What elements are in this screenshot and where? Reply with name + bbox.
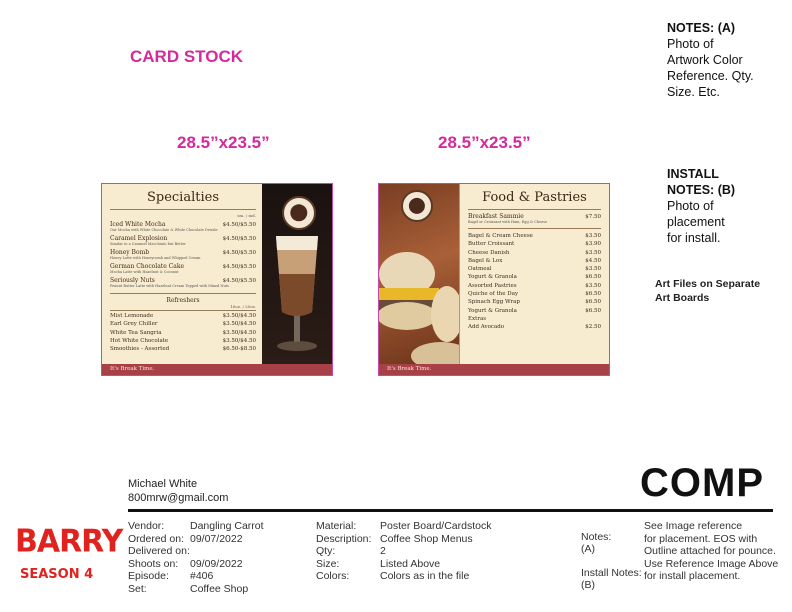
item-price: $6.50 bbox=[585, 307, 601, 314]
divider bbox=[468, 228, 601, 229]
item-name: Honey Bomb bbox=[110, 249, 150, 256]
info-value: Listed Above bbox=[380, 557, 441, 570]
item-name: German Chocolate Cake bbox=[110, 263, 185, 270]
notes-b-title: INSTALL bbox=[667, 167, 719, 181]
info-value: Coffee Shop bbox=[190, 582, 249, 595]
item-price: $3.50/$4.50 bbox=[222, 321, 256, 328]
item-price: $4.50/$5.50 bbox=[222, 264, 256, 270]
item-name: White Tea Sangria bbox=[110, 329, 162, 336]
item-price: $2.50 bbox=[585, 324, 601, 331]
item-desc: Honey Latte with Honeycomb and Whipped Cream bbox=[110, 256, 201, 260]
menu-item bbox=[110, 312, 256, 320]
coffee-logo-badge bbox=[401, 190, 433, 222]
menu-item bbox=[468, 232, 601, 240]
info-key: Size: bbox=[316, 557, 340, 570]
notes-text-line: See Image reference bbox=[644, 520, 743, 532]
info-key: Vendor: bbox=[128, 520, 165, 532]
item-desc: Peanut Butter Latte with Hazelnut Cream Topped with Mixed Nuts bbox=[110, 284, 229, 288]
info-row bbox=[316, 558, 491, 571]
item-price: $6.50-$8.50 bbox=[222, 346, 256, 353]
coffee-logo-badge bbox=[282, 196, 316, 230]
notes-b bbox=[667, 166, 787, 246]
info-row bbox=[316, 520, 491, 533]
notes-b-title: NOTES: (B) bbox=[667, 183, 736, 197]
item-name: Butter Croissant bbox=[468, 241, 515, 248]
art-files-line: Art Files on Separate bbox=[655, 278, 761, 290]
item-name: Bagel & Lox bbox=[468, 257, 503, 264]
info-value: #406 bbox=[190, 570, 214, 582]
item-price: $3.50 bbox=[585, 249, 601, 256]
section-label: Extras bbox=[468, 315, 487, 322]
info-key: Ordered on: bbox=[128, 532, 185, 545]
board-footer: It's Break Time. bbox=[379, 364, 609, 375]
info-row bbox=[316, 533, 491, 546]
notes-a bbox=[667, 20, 787, 100]
info-row bbox=[316, 570, 491, 583]
item-name: Breakfast Sammie bbox=[468, 213, 524, 220]
refreshers-title: Refreshers bbox=[110, 293, 256, 304]
item-desc: Mocha Latte with Hazelnut & Coconut bbox=[110, 270, 179, 274]
info-key: Colors: bbox=[316, 570, 350, 582]
menu-item bbox=[468, 273, 601, 281]
item-price: $3.50 bbox=[585, 266, 601, 273]
info-row bbox=[128, 520, 264, 533]
item-price: $3.90 bbox=[585, 241, 601, 248]
info-value: 09/09/2022 bbox=[190, 557, 243, 570]
comp-heading: COMP bbox=[640, 461, 764, 505]
item-name: Smoothies - Assorted bbox=[110, 346, 170, 353]
contact-email: 800mrw@gmail.com bbox=[128, 492, 229, 504]
info-key: Shoots on: bbox=[128, 557, 179, 570]
item-price: $3.50/$4.50 bbox=[222, 337, 256, 344]
item-price: $4.50/$5.50 bbox=[222, 278, 256, 284]
info-value: 2 bbox=[380, 545, 386, 557]
info-row bbox=[128, 570, 264, 583]
menu-title: Food & Pastries bbox=[468, 190, 601, 210]
info-row bbox=[128, 533, 264, 546]
menu-item bbox=[110, 320, 256, 328]
size-label-left: 28.5”x23.5” bbox=[177, 133, 270, 152]
menu-board-pastries bbox=[378, 183, 610, 376]
menu-item bbox=[468, 213, 601, 220]
item-price: $3.50/$4.50 bbox=[222, 313, 256, 319]
item-price: $3.50/$4.50 bbox=[222, 329, 256, 336]
extras-title bbox=[468, 315, 601, 323]
divider-rule bbox=[128, 509, 773, 512]
notes-text-line: Use Reference Image Above bbox=[644, 557, 779, 570]
info-key: Material: bbox=[316, 520, 357, 532]
art-files-line: Art Boards bbox=[655, 292, 710, 304]
material-info bbox=[316, 520, 491, 583]
menu-item bbox=[110, 263, 256, 270]
item-price: $4.50/$5.50 bbox=[222, 250, 256, 256]
menu-item bbox=[468, 265, 601, 273]
coffee-photo bbox=[262, 184, 332, 364]
size-label-right: 28.5”x23.5” bbox=[438, 133, 531, 152]
menu-item bbox=[110, 345, 256, 353]
notes-text-line: for install placement. bbox=[644, 570, 741, 582]
menu-item bbox=[468, 298, 601, 306]
info-key: Delivered on: bbox=[128, 545, 190, 557]
item-name: Yogurt & Granola bbox=[468, 274, 517, 281]
refreshers-column-header: 16oz. / 20oz. bbox=[110, 304, 256, 311]
menu-item bbox=[468, 307, 601, 315]
season-label: SEASON 4 bbox=[20, 567, 94, 582]
notes-text bbox=[644, 520, 789, 583]
item-name: Bagel & Cream Cheese bbox=[468, 233, 533, 239]
item-price: $6.50 bbox=[585, 274, 601, 281]
show-logo: BARRY bbox=[15, 523, 123, 560]
info-row bbox=[316, 545, 491, 558]
info-key: Set: bbox=[128, 582, 147, 595]
info-key: Description: bbox=[316, 532, 372, 545]
notes-b-line: placement bbox=[667, 215, 725, 229]
size-column-header: sm. / md. bbox=[237, 213, 256, 218]
item-name: Mist Lemonade bbox=[110, 313, 154, 319]
item-name: Add Avocado bbox=[468, 324, 505, 331]
notes-a-marker: (A) bbox=[581, 543, 595, 555]
item-name: Caramel Explosion bbox=[110, 235, 168, 242]
install-notes-label: Install Notes: bbox=[581, 567, 642, 579]
menu-title: Specialties bbox=[110, 190, 256, 210]
info-value: Dangling Carrot bbox=[190, 520, 264, 532]
item-desc: Similar to a Caramel Macchiato but Better bbox=[110, 242, 186, 246]
art-files-note bbox=[655, 277, 785, 305]
item-name: Quiche of the Day bbox=[468, 291, 519, 298]
contact-info bbox=[128, 477, 228, 505]
menu-item bbox=[110, 337, 256, 345]
item-name: Cheese Danish bbox=[468, 249, 510, 256]
notes-a-line: Photo of bbox=[667, 37, 714, 51]
notes-labels bbox=[581, 531, 642, 591]
item-price: $7.50 bbox=[585, 214, 601, 220]
menu-item bbox=[468, 323, 601, 331]
menu-item bbox=[468, 249, 601, 257]
item-desc: Our Mocha with White Chocolate & White Chocolate Drizzle bbox=[110, 228, 218, 232]
menu-board-specialties bbox=[101, 183, 333, 376]
item-name: Assorted Pastries bbox=[468, 282, 517, 289]
item-name: Yogurt & Granola bbox=[468, 307, 517, 314]
item-desc: Bagel or Croissant with Ham, Egg & Cheese bbox=[468, 220, 548, 224]
notes-text-line: for placement. EOS with bbox=[644, 532, 758, 545]
notes-b-line: Photo of bbox=[667, 199, 714, 213]
item-price: $4.50 bbox=[585, 257, 601, 264]
menu-item bbox=[110, 235, 256, 242]
info-value: Coffee Shop Menus bbox=[380, 532, 473, 545]
item-price: $4.50/$5.50 bbox=[222, 222, 256, 228]
notes-text-line: Outline attached for pounce. bbox=[644, 545, 776, 557]
specialties-menu bbox=[102, 184, 264, 364]
menu-item bbox=[468, 282, 601, 290]
info-key: Episode: bbox=[128, 570, 169, 582]
menu-item bbox=[468, 240, 601, 248]
item-price: $6.50 bbox=[585, 291, 601, 298]
contact-name: Michael White bbox=[128, 478, 198, 490]
info-value: Poster Board/Cardstock bbox=[380, 520, 492, 532]
sandwich-photo bbox=[379, 184, 460, 364]
notes-a-line: Size. Etc. bbox=[667, 85, 720, 99]
menu-item bbox=[110, 277, 256, 284]
pastries-menu bbox=[459, 184, 609, 364]
item-price: $6.50 bbox=[585, 299, 601, 306]
item-price: $4.50/$5.50 bbox=[222, 236, 256, 242]
notes-b-line: for install. bbox=[667, 231, 721, 245]
item-name: Hot White Chocolate bbox=[110, 337, 169, 344]
item-name: Iced White Mocha bbox=[110, 221, 166, 228]
menu-item bbox=[468, 257, 601, 265]
order-info bbox=[128, 520, 264, 595]
info-row bbox=[128, 583, 264, 596]
install-notes-b-marker: (B) bbox=[581, 579, 595, 591]
menu-item bbox=[110, 221, 256, 228]
notes-a-title: NOTES: (A) bbox=[667, 21, 736, 35]
item-name: Spinach Egg Wrap bbox=[468, 299, 520, 306]
menu-item bbox=[468, 290, 601, 298]
menu-item bbox=[110, 249, 256, 256]
menu-item bbox=[110, 329, 256, 337]
info-value: Colors as in the file bbox=[380, 570, 470, 582]
item-name: Oatmeal bbox=[468, 266, 492, 273]
notes-label: Notes: bbox=[581, 531, 612, 543]
notes-a-line: Artwork Color bbox=[667, 53, 743, 67]
item-name: Seriously Nuts bbox=[110, 277, 155, 284]
info-row bbox=[128, 545, 264, 558]
item-price: $3.50 bbox=[585, 282, 601, 289]
item-name: Earl Grey Chiller bbox=[110, 321, 158, 328]
info-row bbox=[128, 558, 264, 571]
item-price: $3.50 bbox=[585, 233, 601, 239]
info-key: Qty: bbox=[316, 545, 336, 557]
board-footer: It's Break Time. bbox=[102, 364, 332, 375]
info-value: 09/07/2022 bbox=[190, 532, 243, 545]
notes-a-line: Reference. Qty. bbox=[667, 69, 754, 83]
card-stock-label: CARD STOCK bbox=[130, 47, 244, 66]
